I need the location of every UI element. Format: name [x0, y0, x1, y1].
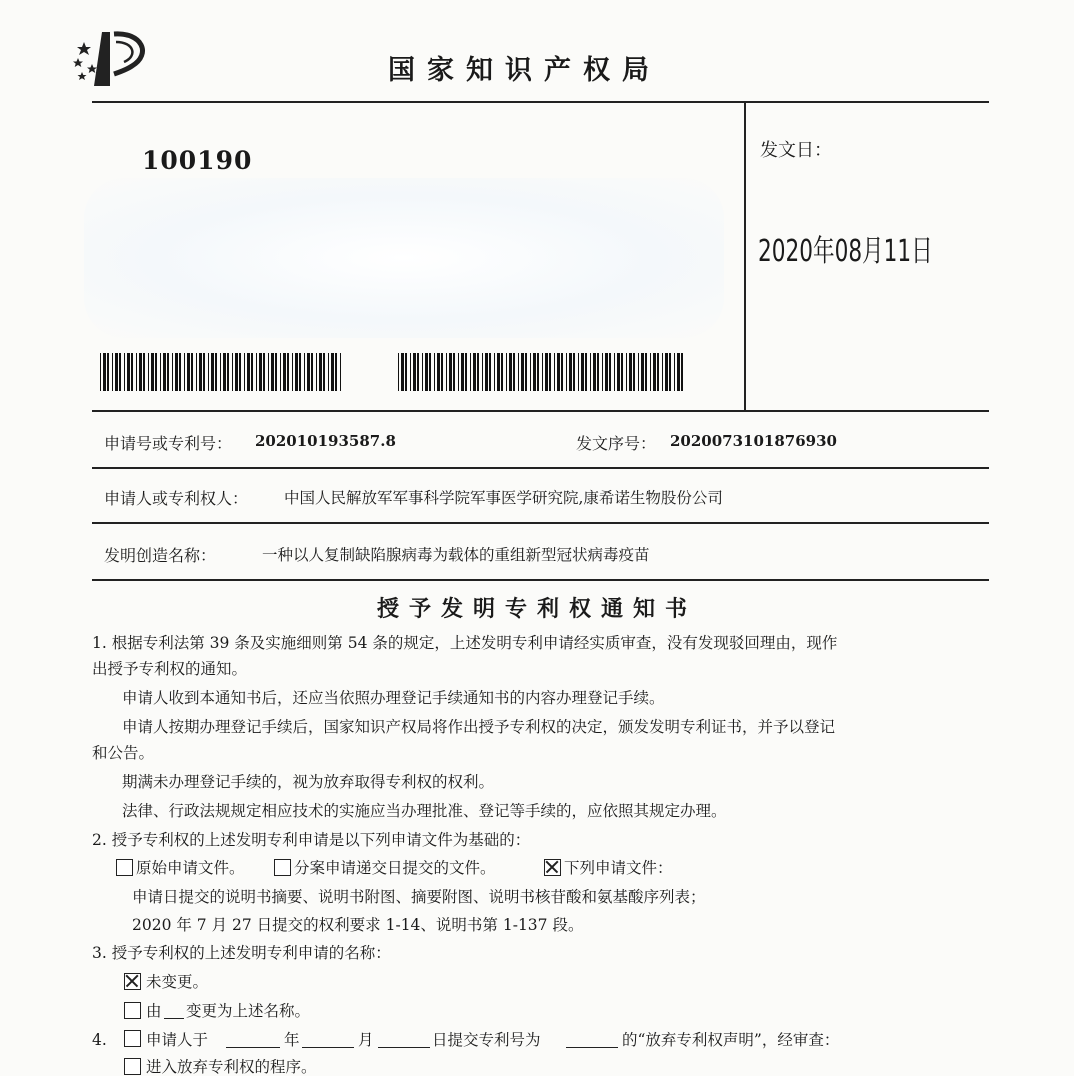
- notice-p5: 法律、行政法规规定相应技术的实施应当办理批准、登记等手续的，应依照其规定办理。: [122, 802, 727, 820]
- s3-blank-old-name: [164, 1004, 184, 1019]
- cnipa-logo: [72, 28, 156, 90]
- s3-option-changed-to: 变更为上述名称。: [186, 1002, 311, 1020]
- s3-option-changed-from: 由: [146, 1002, 162, 1020]
- header-bottom-rule: [92, 410, 989, 412]
- applicant-label: 申请人或专利权人：: [104, 489, 249, 508]
- s4-text-c: 的“放弃专利权声明”，经审查：: [622, 1031, 840, 1049]
- notice-p1-line2: 出授予专利权的通知。: [92, 660, 248, 678]
- row-rule-2: [92, 522, 989, 524]
- s2-checkbox-following-checked: [544, 859, 561, 876]
- serial-no-label: 发文序号：: [576, 434, 657, 453]
- application-no: 202010193587.8: [255, 432, 396, 450]
- barcode-right: [398, 353, 688, 391]
- s2-checkbox-divisional: [274, 859, 291, 876]
- s4-month: 月: [358, 1031, 374, 1049]
- section-3-heading: 3. 授予专利权的上述发明专利申请的名称：: [92, 944, 391, 962]
- header-vertical-divider: [744, 101, 746, 412]
- notice-p3-line1: 申请人按期办理登记手续后，国家知识产权局将作出授予专利权的决定，颁发发明专利证书，并予以登记: [122, 718, 836, 736]
- notice-p3-line2: 和公告。: [92, 744, 155, 762]
- application-no-label: 申请号或专利号：: [104, 434, 233, 453]
- s2-option-original: 原始申请文件。: [136, 859, 245, 877]
- invention-label: 发明创造名称：: [104, 546, 217, 565]
- issue-date: 2020年08月11日: [758, 234, 933, 269]
- s4-blank-patent-no: [566, 1033, 618, 1048]
- notice-p1-line1: 1. 根据专利法第 39 条及实施细则第 54 条的规定，上述发明专利申请经实质审查，没有发现驳回理由，现作: [92, 634, 838, 652]
- barcode-left: [100, 353, 344, 391]
- s3-checkbox-changed: [124, 1002, 141, 1019]
- s2-checkbox-original: [116, 859, 133, 876]
- row-rule-1: [92, 467, 989, 469]
- s4-year: 年: [284, 1031, 300, 1049]
- s4-checkbox-waiver: [124, 1030, 141, 1047]
- invention-title: 一种以人复制缺陷腺病毒为载体的重组新型冠状病毒疫苗: [262, 546, 650, 564]
- applicant: 中国人民解放军军事科学院军事医学研究院,康希诺生物股份公司: [284, 489, 723, 507]
- s3-option-unchanged: 未变更。: [146, 973, 209, 991]
- s2-detail-2: 2020 年 7 月 27 日提交的权利要求 1-14、说明书第 1-137 段。: [132, 916, 584, 934]
- s2-detail-1: 申请日提交的说明书摘要、说明书附图、摘要附图、说明书核苷酸和氨基酸序列表；: [132, 888, 706, 906]
- office-name: 国家知识产权局: [388, 55, 661, 86]
- s4-text-b: 日提交专利号为: [432, 1031, 541, 1049]
- s4-checkbox-enter-waiver: [124, 1058, 141, 1075]
- postcode: 100190: [142, 146, 253, 175]
- issue-date-label: 发文日：: [760, 140, 832, 161]
- s4-blank-year: [226, 1033, 280, 1048]
- section-4-number: 4.: [92, 1031, 107, 1049]
- s4-option-enter-waiver: 进入放弃专利权的程序。: [146, 1058, 317, 1076]
- serial-no: 2020073101876930: [670, 432, 837, 450]
- s4-text-a: 申请人于: [146, 1031, 209, 1049]
- s3-checkbox-unchanged-checked: [124, 973, 141, 990]
- row-rule-3: [92, 579, 989, 581]
- header-top-rule: [92, 101, 989, 103]
- s2-option-divisional: 分案申请递交日提交的文件。: [294, 859, 496, 877]
- section-2-heading: 2. 授予专利权的上述发明专利申请是以下列申请文件为基础的：: [92, 831, 531, 849]
- notice-title: 授予发明专利权通知书: [376, 596, 697, 622]
- notice-p2: 申请人收到本通知书后，还应当依照办理登记手续通知书的内容办理登记手续。: [122, 689, 665, 707]
- redacted-address-area: [84, 178, 724, 338]
- notice-p4: 期满未办理登记手续的，视为放弃取得专利权的权利。: [122, 773, 495, 791]
- s2-option-following: 下列申请文件：: [564, 859, 673, 877]
- s4-blank-day: [378, 1033, 430, 1048]
- s4-blank-month: [302, 1033, 354, 1048]
